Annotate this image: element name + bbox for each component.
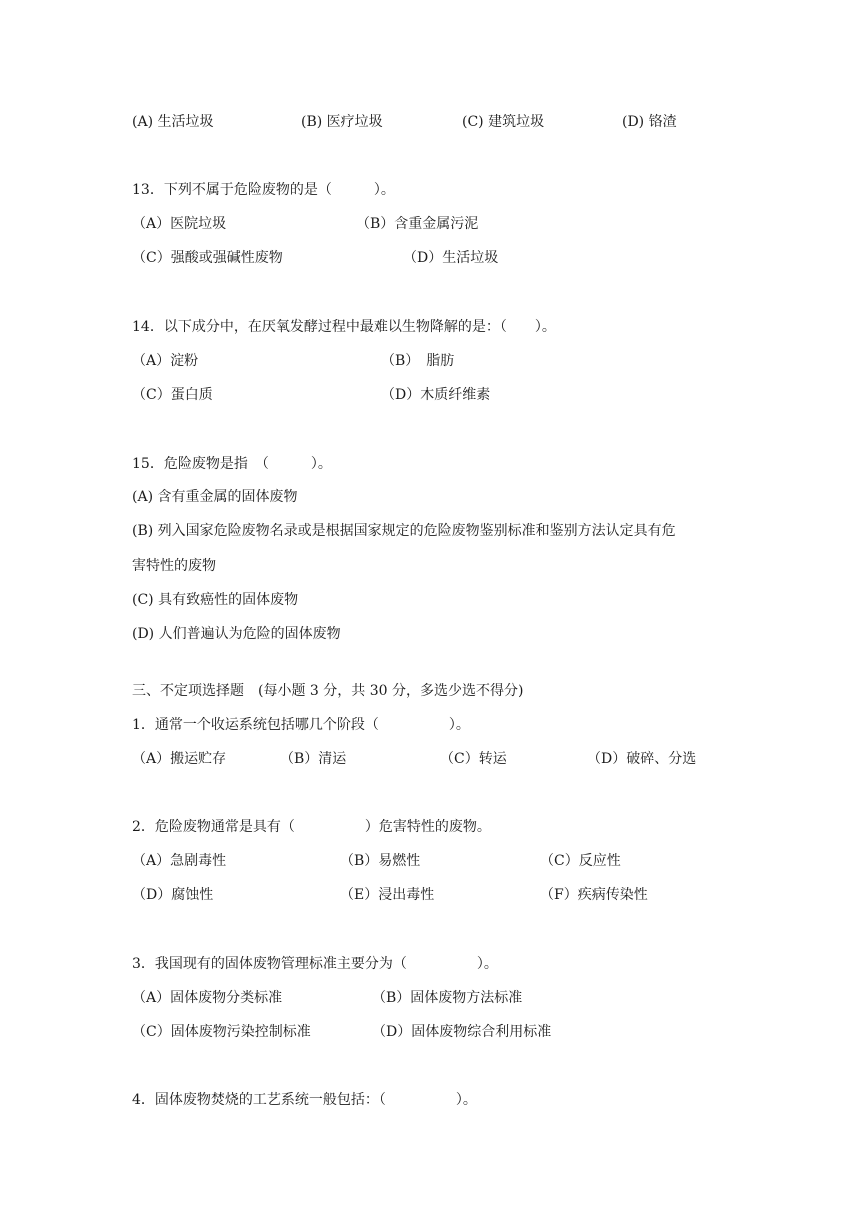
m1-option-d: （D）破碎、分选 [587,751,697,767]
m3-option-a: （A）固体废物分类标准 [132,990,283,1006]
q15-option-a: (A) 含有重金属的固体废物 [132,489,298,505]
section-heading: 三、不定项选择题 (每小题 3 分，共 30 分，多选少选不得分) [132,683,524,699]
q14-option-a: （A）淀粉 [132,353,199,369]
q12-option-d: (D) 铬渣 [622,114,677,130]
q13-option-c: （C）强酸或强碱性废物 [132,250,283,266]
m3-option-b: （B）固体废物方法标准 [372,990,523,1006]
m1-option-b: （B）清运 [280,751,347,767]
q15-option-b-line2: 害特性的废物 [132,558,216,574]
m2-option-f: （F）疾病传染性 [540,887,648,903]
q15-option-b-line1: (B) 列入国家危险废物名录或是根据国家规定的危险废物鉴别标准和鉴别方法认定具有危 [132,523,676,539]
q14-option-d: （D）木质纤维素 [381,387,491,403]
q13-option-a: （A）医院垃圾 [132,216,227,232]
m2-option-c: （C）反应性 [540,853,621,869]
m1-option-c: （C）转运 [440,751,507,767]
q12-option-a: (A) 生活垃圾 [132,114,214,130]
q14-option-c: （C）蛋白质 [132,387,213,403]
m3-option-d: （D）固体废物综合利用标准 [372,1024,552,1040]
q15-option-d: (D) 人们普遍认为危险的固体废物 [132,626,341,642]
m1-question: 1．通常一个收运系统包括哪几个阶段（ ）。 [132,717,470,733]
m2-option-b: （B）易燃性 [340,853,421,869]
m1-option-a: （A）搬运贮存 [132,751,227,767]
q15-question: 15．危险废物是指 （ ）。 [132,456,332,472]
q12-option-b: (B) 医疗垃圾 [301,114,383,130]
m4-question: 4．固体废物焚烧的工艺系统一般包括：（ ）。 [132,1092,477,1108]
m3-question: 3．我国现有的固体废物管理标准主要分为（ ）。 [132,956,498,972]
q14-question: 14．以下成分中，在厌氧发酵过程中最难以生物降解的是：（ ）。 [132,319,556,335]
m2-option-d: （D）腐蚀性 [132,887,214,903]
q13-option-b: （B）含重金属污泥 [356,216,479,232]
m3-option-c: （C）固体废物污染控制标准 [132,1024,311,1040]
m2-option-a: （A）急剧毒性 [132,853,227,869]
q13-option-d: （D）生活垃圾 [403,250,499,266]
m2-option-e: （E）浸出毒性 [340,887,435,903]
q13-question: 13．下列不属于危险废物的是（ ）。 [132,182,395,198]
q12-option-c: (C) 建筑垃圾 [462,114,545,130]
m2-question: 2．危险废物通常是具有（ ）危害特性的废物。 [132,819,491,835]
q15-option-c: (C) 具有致癌性的固体废物 [132,592,299,608]
q14-option-b: （B） 脂肪 [381,353,455,369]
